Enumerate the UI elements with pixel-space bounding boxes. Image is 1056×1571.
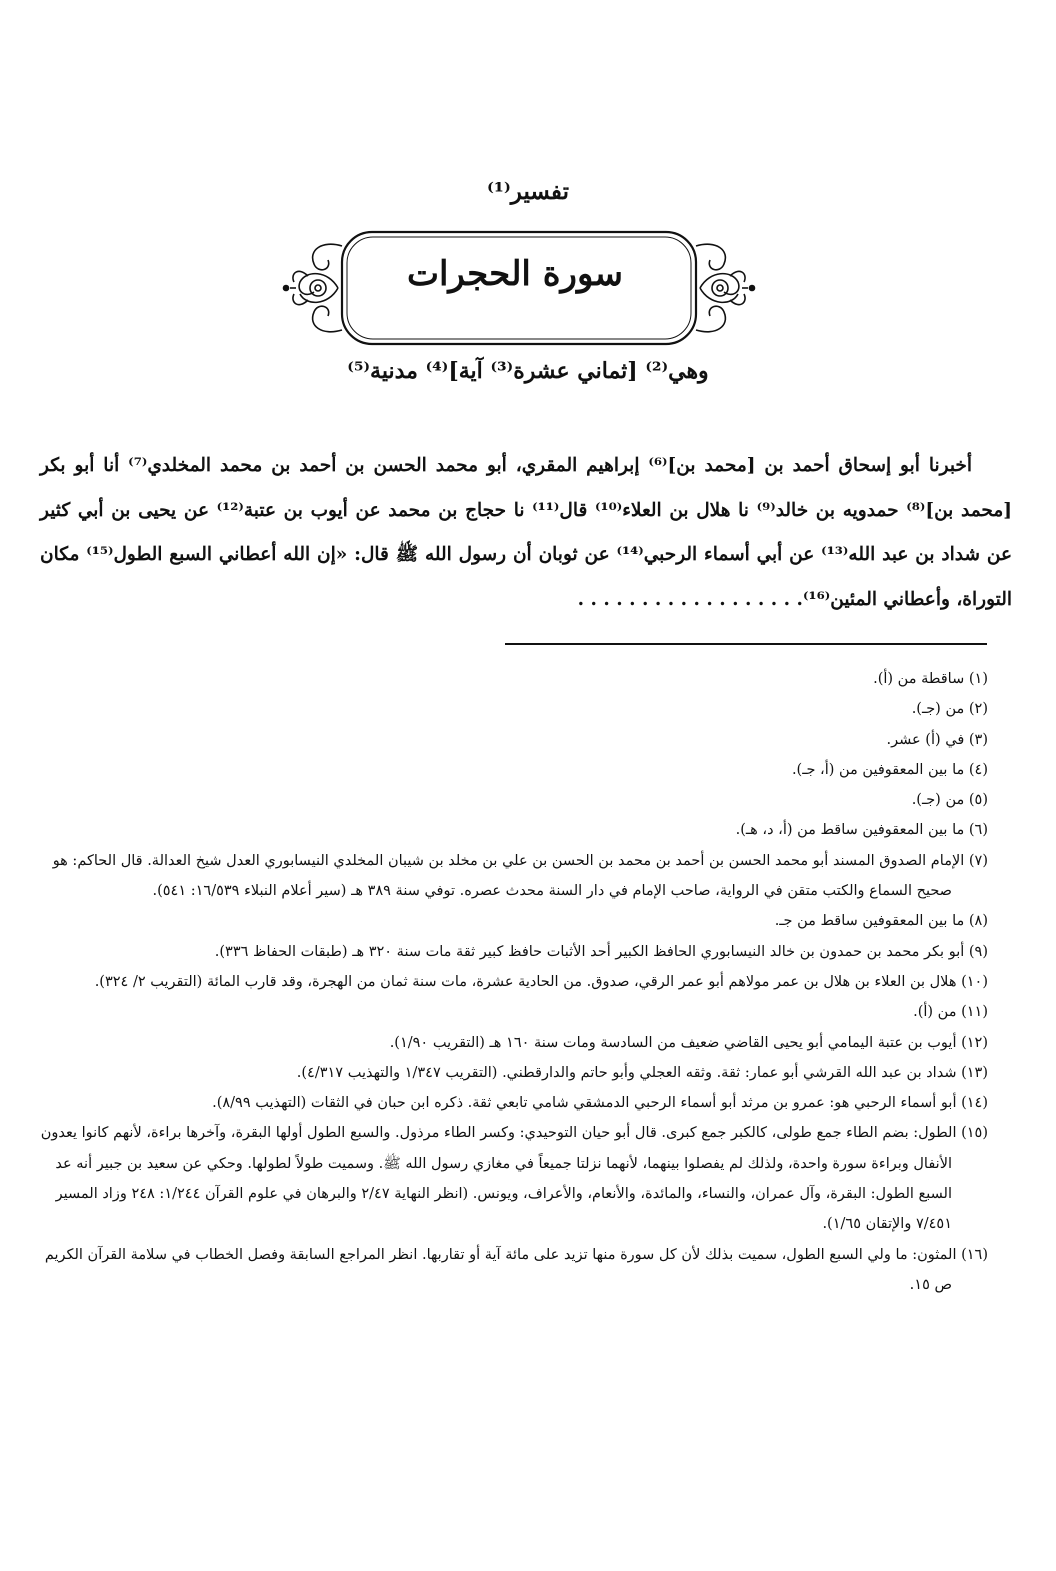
footnote-8: (٨) ما بين المعقوفين ساقط من جـ. [774,913,988,930]
tafsir-heading: تفسير⁽¹⁾ [487,178,569,205]
footnote-14: (١٤) أبو أسماء الرحبي هو: عمرو بن مرثد أبو أسماء الرحبي الدمشقي شامي تابعي ثقة. ذكره ابن حبان في الثقات (التهذيب ٨/٩٩). [212,1095,988,1112]
isnad-paragraph [40,444,1012,622]
footnote-15: (١٥) الطول: بضم الطاء جمع طولى، كالكبر جمع كبرى. قال أبو حيان التوحيدي: وكسر الطاء مرذول. والسبع الطول أولها البقرة، وآخرها براءة، لأنهم كانوا يعدون الأنفال وبراءة سورة واحدة، ولذلك لم يفصلوا بينهما، لأنهما نزلتا جميعاً في مغازي رسول الله ﷺ. وسميت طولاً لطولها. وحكي عن سعيد بن جبير أنه عد السبع الطول: البقرة، وآل عمران، والنساء، والمائدة، والأنعام، والأعراف، ويونس. (انظر النهاية ٢/٤٧ والبرهان في علوم القرآن ١/٢٤٤: ٢٤٨ وزاد المسير ٧/٤٥١ والإتقان ١/٦٥). [40,1125,988,1233]
paragraph-text: أخبرنا أبو إسحاق أحمد بن [محمد بن]⁽⁶⁾ إبراهيم المقري، أبو محمد الحسن بن أحمد بن محمد المخلدي⁽⁷⁾ أنا أبو بكر [محمد بن]⁽⁸⁾ حمدويه بن خالد⁽⁹⁾ نا هلال بن العلاء⁽¹⁰⁾ قال⁽¹¹⁾ نا حجاج بن محمد عن أيوب بن عتبة⁽¹²⁾ عن يحيى بن أبي كثير عن شداد بن عبد الله⁽¹³⁾ عن أبي أسماء الرحبي⁽¹⁴⁾ عن ثوبان أن رسول الله ﷺ قال: «إن الله أعطاني السبع الطول⁽¹⁵⁾ مكان التوراة، وأعطاني المئين⁽¹⁶⁾. . . . . . . . . . . . . . . . . . [40,455,1012,610]
footnote-7: (٧) الإمام الصدوق المسند أبو محمد الحسن بن أحمد بن محمد بن الحسن بن علي بن مخلد بن شيبان المخلدي النيسابوري العدل شيخ العدالة. قال الحاكم: هو صحيح السماع والكتب متقن في الرواية، صاحب الإمام في دار السنة محدث عصره. توفي سنة ٣٨٩ هـ (سير أعلام النبلاء ١٦/٥٣٩: ٥٤١). [52,852,988,900]
footnote-9: (٩) أبو بكر محمد بن حمدون بن خالد النيسابوري الحافظ الكبير أحد الأثبات حافظ كبير ثقة مات سنة ٣٢٠ هـ (طبقات الحفاظ ٣٣٦). [214,943,988,960]
footnote-2: (٢) من (جـ). [911,701,988,718]
footnote-3: (٣) في (أ) عشر. [886,731,988,748]
footnote-11: (١١) من (أ). [913,1004,988,1021]
surah-title: سورة الحجرات [406,254,624,294]
footnote-13: (١٣) شداد بن عبد الله القرشي أبو عمار: ثقة. وثقه العجلي وأبو حاتم والدارقطني. (التقريب ١/٣٤٧ والتهذيب ٤/٣١٧). [296,1064,988,1081]
footnote-1: (١) ساقطة من (أ). [873,671,988,687]
footnote-5: (٥) من (جـ). [911,792,988,809]
footnote-10: (١٠) هلال بن العلاء بن هلال بن عمر مولاهم أبو عمر الرقي، صدوق. من الحادية عشرة، مات سنة ثمان من الهجرة، وقد قارب المائة (التقريب ٢/ ٣٢٤). [94,973,988,990]
footnote-12: (١٢) أيوب بن عتبة اليمامي أبو يحيى القاضي ضعيف من السادسة ومات سنة ١٦٠ هـ (التقريب ١/٩٠). [389,1034,988,1051]
footnote-separator [505,643,987,645]
footnote-6: (٦) ما بين المعقوفين ساقط من (أ، د، هـ). [735,822,988,839]
verse-info: وهي⁽²⁾ [ثماني عشرة⁽³⁾ آية]⁽⁴⁾ مدنية⁽⁵⁾ [347,358,709,384]
footnote-16: (١٦) المثون: ما ولي السبع الطول، سميت بذلك لأن كل سورة منها تزيد على مائة آية أو تقاربها. انظر المراجع السابقة وفصل الخطاب في سلامة القرآن الكريم ص ١٥. [44,1246,988,1293]
footnote-4: (٤) ما بين المعقوفين من (أ، جـ). [791,761,988,778]
footnotes-list [36,664,988,1300]
